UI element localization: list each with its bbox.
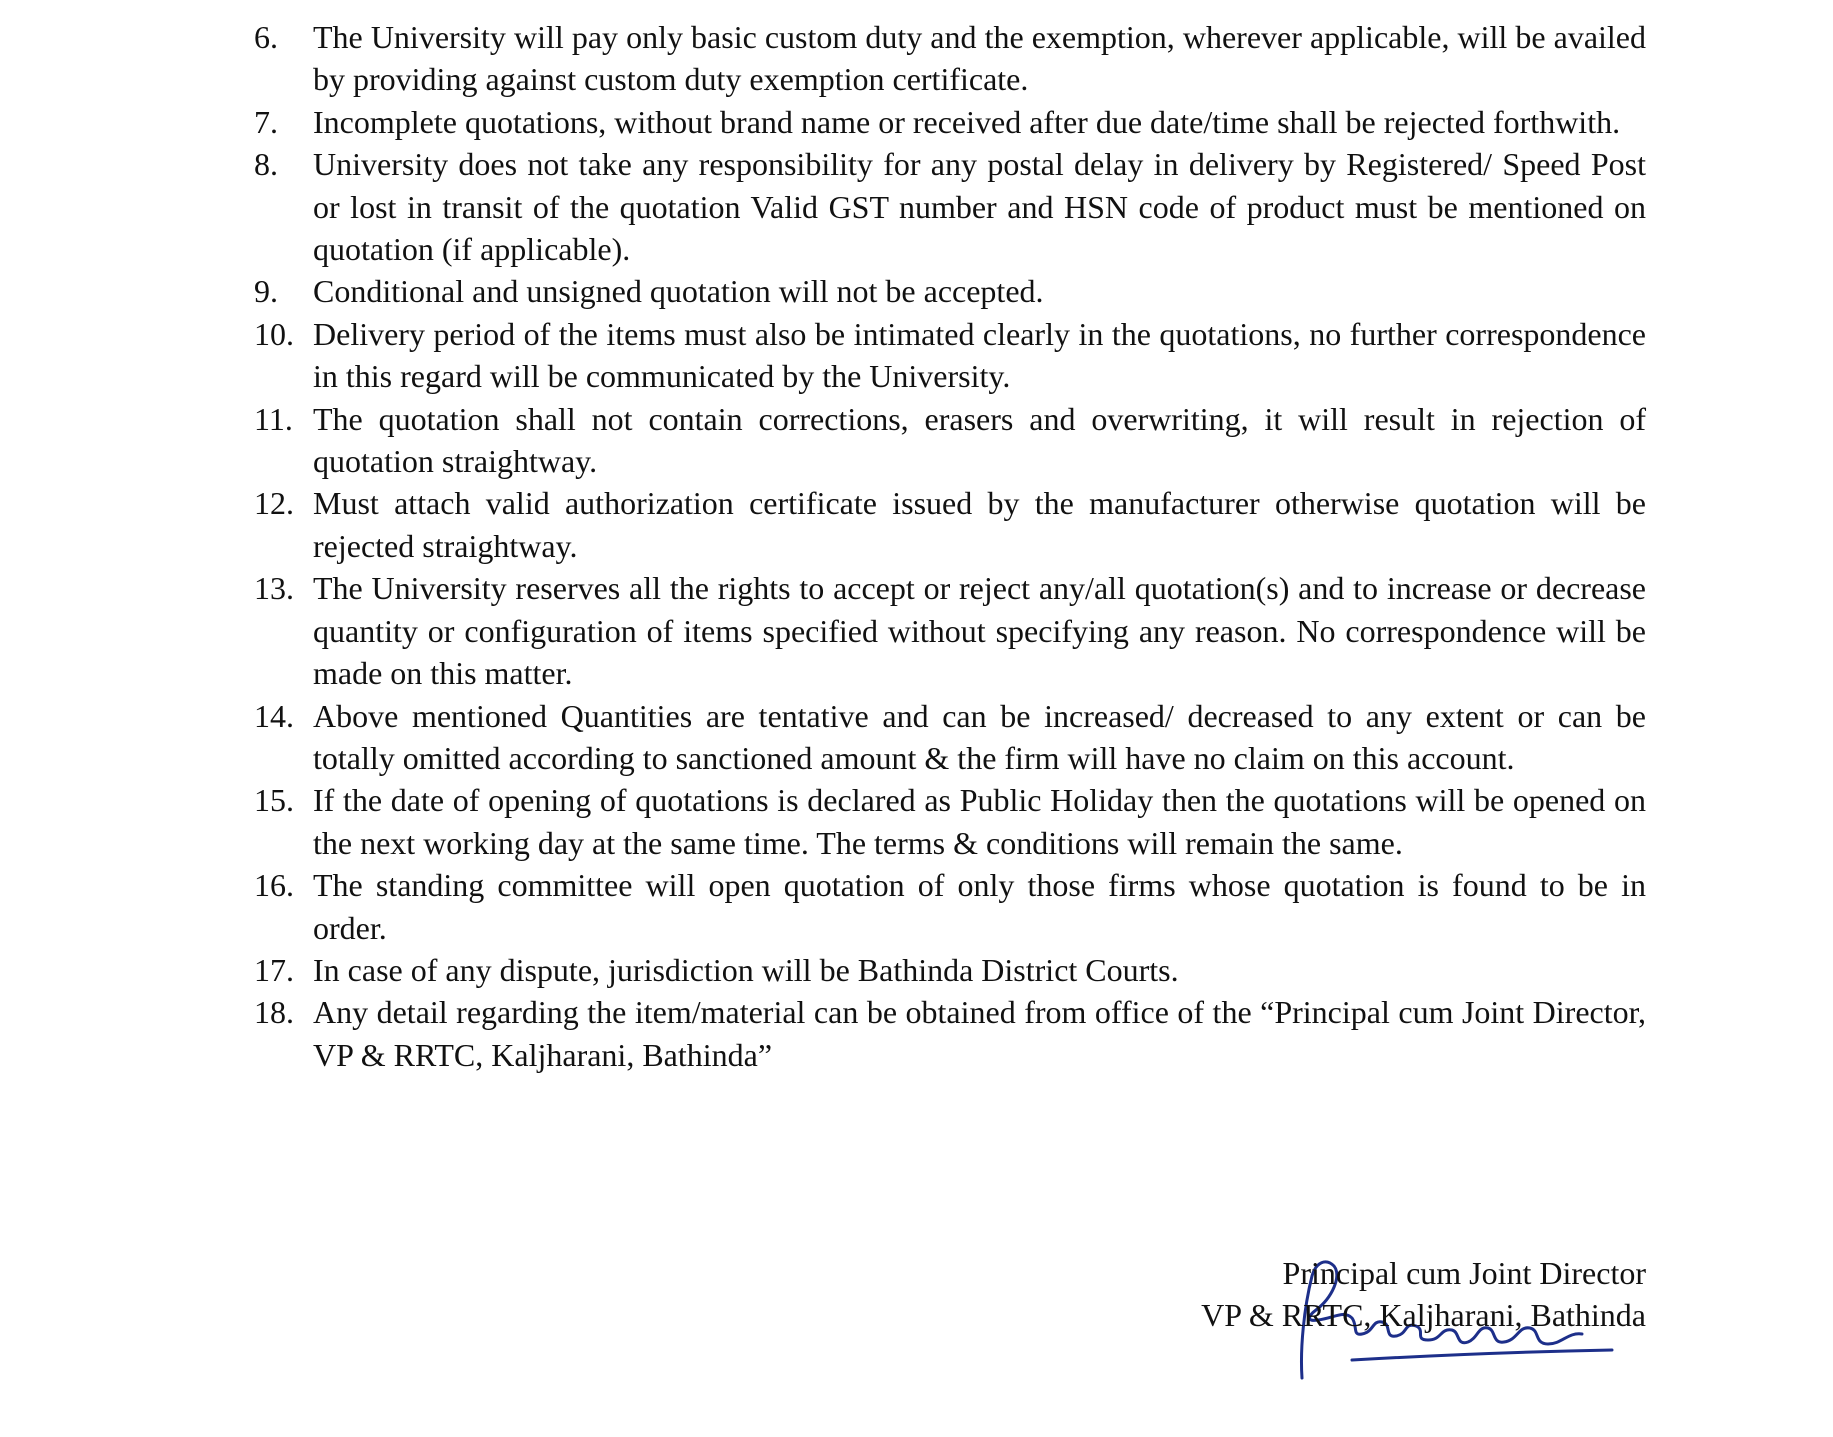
term-number: 13. — [254, 570, 294, 607]
term-item — [254, 779, 1646, 864]
term-item — [254, 101, 1646, 143]
signature-block — [1201, 1252, 1646, 1336]
term-text: The University reserves all the rights to accept or reject any/all quotation(s) and to increase or decrease quantity or configuration of items specified without specifying any reason. No correspondence will be made on this matter. — [313, 570, 1646, 692]
term-item — [254, 270, 1646, 312]
term-text: The University will pay only basic custom duty and the exemption, wherever applicable, will be availed by providing against custom duty exemption certificate. — [313, 19, 1646, 98]
term-item — [254, 991, 1646, 1076]
term-text: The quotation shall not contain corrections, erasers and overwriting, it will result in rejection of quotation straightway. — [313, 400, 1646, 480]
term-text: University does not take any responsibility for any postal delay in delivery by Registered/ Speed Post or lost in transit of the quotation Valid GST number and HSN code of product must be mentioned on quotation (if applicable). — [313, 146, 1646, 268]
term-number: 18. — [254, 994, 294, 1031]
term-number: 11. — [254, 400, 293, 437]
term-text: Incomplete quotations, without brand name or received after due date/time shall be rejected forthwith. — [313, 103, 1621, 140]
term-item — [254, 16, 1646, 101]
term-text: Must attach valid authorization certificate issued by the manufacturer otherwise quotation will be rejected straightway. — [313, 485, 1646, 564]
term-text: If the date of opening of quotations is declared as Public Holiday then the quotations will be opened on the next working day at the same time. The terms & conditions will remain the same. — [313, 782, 1646, 861]
term-number: 15. — [254, 782, 294, 819]
signer-title: Principal cum Joint Director — [1282, 1255, 1646, 1291]
term-number: 14. — [254, 697, 294, 734]
term-item — [254, 143, 1646, 270]
term-text: The standing committee will open quotation of only those firms whose quotation is found to be in order. — [313, 867, 1646, 946]
term-number: 17. — [254, 951, 294, 988]
term-item — [254, 695, 1646, 780]
term-number: 9. — [254, 273, 278, 310]
term-text: Any detail regarding the item/material can be obtained from office of the “Principal cum Joint Director, VP & RRTC, Kaljharani, Bathinda” — [313, 994, 1646, 1073]
term-number: 8. — [254, 146, 278, 183]
term-item — [254, 482, 1646, 567]
term-item — [254, 949, 1646, 991]
term-number: 6. — [254, 19, 278, 55]
term-text: Above mentioned Quantities are tentative and can be increased/ decreased to any extent or can be totally omitted according to sanctioned amount & the firm will have no claim on this account. — [313, 697, 1646, 776]
term-number: 7. — [254, 103, 278, 140]
term-text: Conditional and unsigned quotation will not be accepted. — [313, 273, 1044, 310]
term-item — [254, 567, 1646, 694]
terms-list — [254, 16, 1646, 1076]
term-number: 12. — [254, 485, 294, 522]
signer-office: VP & RRTC, Kaljharani, Bathinda — [1201, 1297, 1646, 1333]
term-item — [254, 313, 1646, 398]
term-text: Delivery period of the items must also be intimated clearly in the quotations, no further correspondence in this regard will be communicated by the University. — [313, 315, 1646, 395]
term-item — [254, 864, 1646, 949]
term-text: In case of any dispute, jurisdiction will be Bathinda District Courts. — [313, 951, 1179, 988]
term-number: 10. — [254, 315, 294, 352]
term-item — [254, 398, 1646, 483]
term-number: 16. — [254, 867, 294, 904]
